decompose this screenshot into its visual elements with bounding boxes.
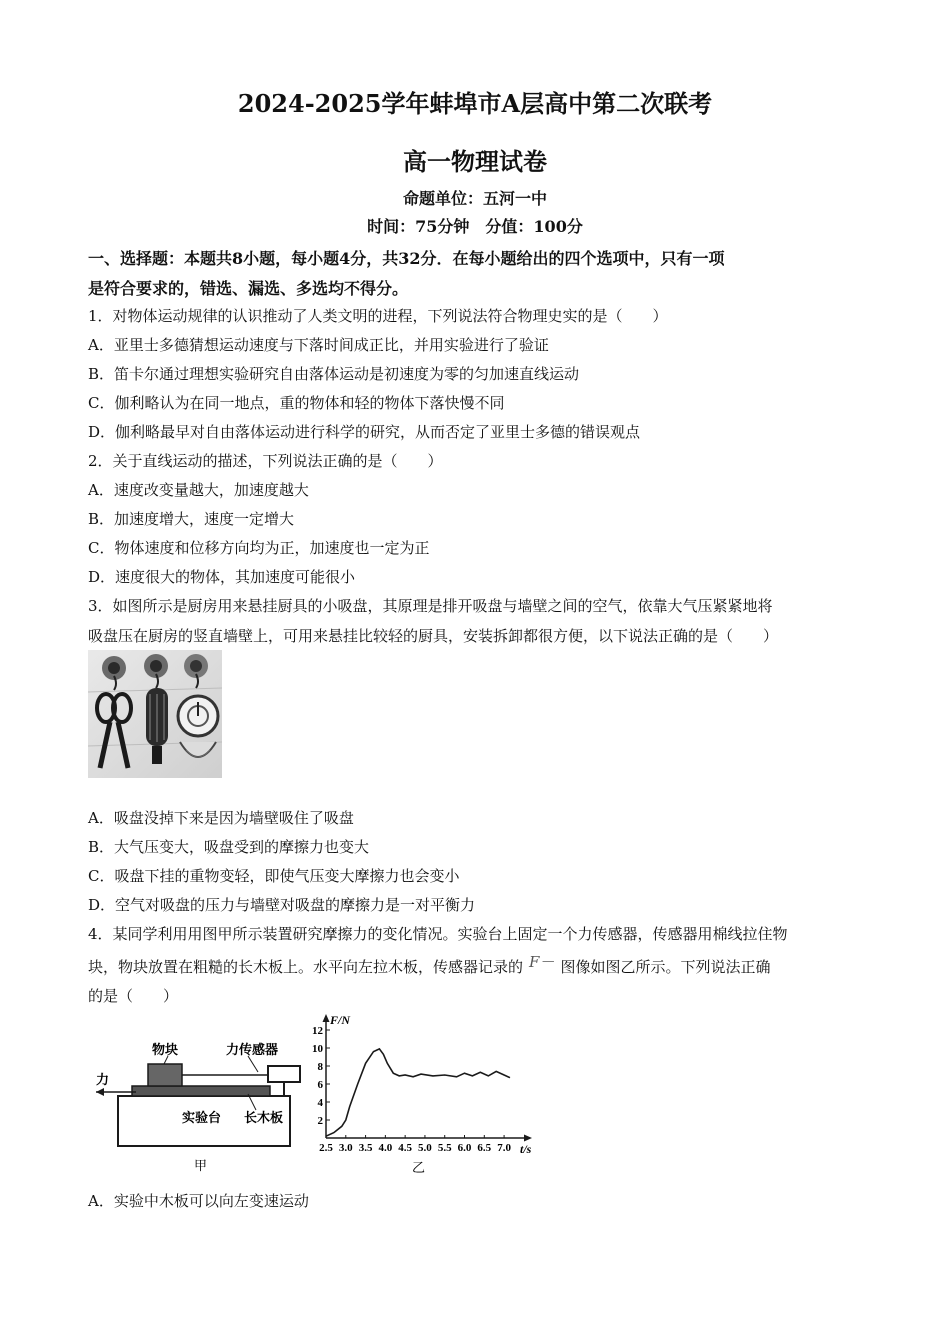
- y-tick-label: 4: [317, 1097, 323, 1109]
- q4-stem-line2-part1: 块，物块放置在粗糙的长木板上。水平向左拉木板，传感器记录的: [88, 958, 524, 976]
- q1-option-a: A．亚里士多德猜想运动速度与下落时间成正比，并用实验进行了验证: [88, 336, 549, 354]
- exam-subtitle: 高一物理试卷: [403, 147, 547, 176]
- q4-stem-line2-part2: 图像如图乙所示。下列说法正确: [560, 958, 771, 976]
- x-tick-label: 2.5: [319, 1142, 333, 1154]
- figure-yi-chart: [306, 1010, 542, 1178]
- q2-option-b: B．加速度增大，速度一定增大: [88, 510, 295, 528]
- q2-stem: 2．关于直线运动的描述，下列说法正确的是（ ）: [88, 452, 443, 470]
- x-axis-label: t/s: [520, 1142, 532, 1156]
- section1-heading-line2: 是符合要求的，错选、漏选、多选均不得分。: [88, 279, 409, 298]
- section1-heading-line1: 一、选择题：本题共8小题，每小题4分，共32分．在每小题给出的四个选项中，只有一项: [88, 249, 725, 268]
- q4-stem-line1: 4．某同学利用用图甲所示装置研究摩擦力的变化情况。实验台上固定一个力传感器，传感器用棉线拉住物: [88, 925, 788, 943]
- q1-option-d: D．伽利略最早对自由落体运动进行科学的研究，从而否定了亚里士多德的错误观点: [88, 423, 641, 441]
- series-line-f: [326, 1049, 510, 1136]
- label-block: 物块: [152, 1042, 179, 1057]
- x-tick-label: 4.5: [398, 1142, 413, 1154]
- q4-stem-line2: [88, 953, 771, 977]
- label-board: 长木板: [244, 1110, 284, 1125]
- q4-stem-line3: 的是（ ）: [88, 987, 179, 1005]
- y-tick-label: 8: [317, 1061, 323, 1073]
- caption-yi: 乙: [412, 1160, 426, 1175]
- x-tick-label: 3.5: [358, 1142, 373, 1154]
- q2-option-d: D．速度很大的物体，其加速度可能很小: [88, 568, 356, 586]
- x-tick-label: 7.0: [497, 1142, 511, 1154]
- x-tick-label: 5.5: [437, 1142, 452, 1154]
- y-tick-label: 2: [317, 1115, 323, 1127]
- x-tick-label: 6.5: [477, 1142, 492, 1154]
- q3-stem-line1: 3．如图所示是厨房用来悬挂厨具的小吸盘，其原理是排开吸盘与墙壁之间的空气，依靠大气压紧紧地将: [88, 597, 773, 615]
- q3-option-c: C．吸盘下挂的重物变轻，即使气压变大摩擦力也会变小: [88, 867, 460, 885]
- exam-time-score: 时间：75分钟 分值：100分: [367, 217, 583, 236]
- q2-option-c: C．物体速度和位移方向均为正，加速度也一定为正: [88, 539, 430, 557]
- figure-jia-apparatus: [88, 1020, 316, 1178]
- q3-stem-line2: 吸盘压在厨房的竖直墙壁上，可用来悬挂比较轻的厨具，安装拆卸都很方便，以下说法正确的是（ ）: [88, 627, 779, 645]
- q1-option-b: B．笛卡尔通过理想实验研究自由落体运动是初速度为零的匀加速直线运动: [88, 365, 580, 383]
- x-axis-arrow: [524, 1135, 532, 1142]
- y-axis-label: F/N: [330, 1013, 351, 1027]
- label-force: 力: [96, 1072, 110, 1087]
- q2-option-a: A．速度改变量越大，加速度越大: [88, 481, 309, 499]
- label-sensor: 力传感器: [226, 1042, 279, 1057]
- q3-option-d: D．空气对吸盘的压力与墙壁对吸盘的摩擦力是一对平衡力: [88, 896, 476, 914]
- x-tick-label: 3.0: [338, 1142, 353, 1154]
- q4-f-symbol: F－: [529, 953, 555, 971]
- q3-option-b: B．大气压变大，吸盘受到的摩擦力也变大: [88, 838, 370, 856]
- q4-option-a: A．实验中木板可以向左变速运动: [88, 1192, 309, 1210]
- x-tick-label: 4.0: [378, 1142, 393, 1154]
- q3-option-a: A．吸盘没掉下来是因为墙壁吸住了吸盘: [88, 809, 354, 827]
- label-table: 实验台: [182, 1110, 222, 1125]
- x-tick-label: 5.0: [418, 1142, 432, 1154]
- y-tick-label: 12: [312, 1025, 323, 1037]
- y-tick-label: 10: [312, 1043, 323, 1055]
- caption-jia: 甲: [194, 1158, 208, 1173]
- y-axis-arrow: [323, 1014, 330, 1022]
- exam-unit: 命题单位：五河一中: [402, 189, 547, 208]
- exam-title: 2024-2025学年蚌埠市A层高中第二次联考: [237, 89, 713, 118]
- suction-cup-hooks-photo: [88, 650, 222, 778]
- q1-stem: 1．对物体运动规律的认识推动了人类文明的进程，下列说法符合物理史实的是（ ）: [88, 307, 668, 325]
- x-tick-label: 6.0: [457, 1142, 472, 1154]
- q1-option-c: C．伽利略认为在同一地点，重的物体和轻的物体下落快慢不同: [88, 394, 505, 412]
- y-tick-label: 6: [317, 1079, 323, 1091]
